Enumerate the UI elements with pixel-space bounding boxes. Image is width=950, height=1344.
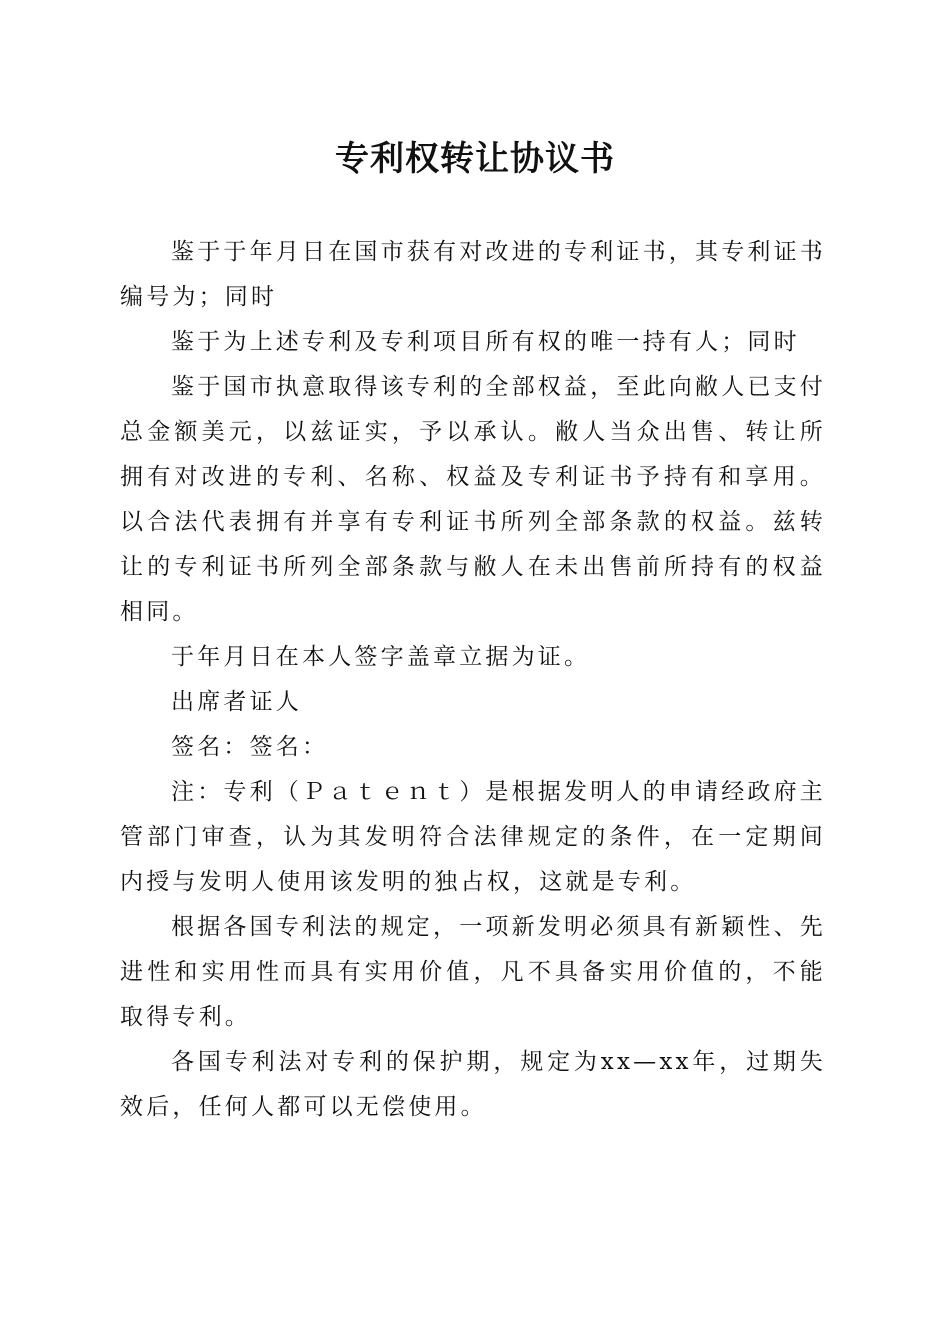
paragraph-note-protection-term: 各国专利法对专利的保护期，规定为xx—xx年，过期失效后，任何人都可以无偿使用。 xyxy=(120,1049,826,1120)
paragraph-note-patent-definition: 注：专利（Ｐａｔｅｎｔ）是根据发明人的申请经政府主管部门审查，认为其发明符合法律规定的条件，在一定期间内授与发明人使用该发明的独占权，这就是专利。 xyxy=(120,779,826,895)
paragraph-recital-patent-grant: 鉴于于年月日在国市获有对改进的专利证书，其专利证书编号为；同时 xyxy=(120,239,826,310)
document-body xyxy=(120,230,826,1130)
paragraph-transfer-terms: 鉴于国市执意取得该专利的全部权益，至此向敝人已支付总金额美元，以兹证实，予以承认。敝人当众出售、转让所拥有对改进的专利、名称、权益及专利证书予持有和享用。以合法代表拥有并享有专利证书所列全部条款的权益。兹转让的专利证书所列全部条款与敝人在未出售前所持有的权益相同。 xyxy=(120,374,826,625)
paragraph-signing-date: 于年月日在本人签字盖章立据为证。 xyxy=(171,644,591,670)
paragraph-note-requirements: 根据各国专利法的规定，一项新发明必须具有新颖性、先进性和实用性而具有实用价值，凡不具备实用价值的，不能取得专利。 xyxy=(120,914,826,1030)
document-title: 专利权转让协议书 xyxy=(335,139,615,179)
paragraph-recital-sole-owner: 鉴于为上述专利及专利项目所有权的唯一持有人；同时 xyxy=(171,329,800,355)
paragraph-signatures: 签名：签名： xyxy=(171,734,329,760)
paragraph-witness: 出席者证人 xyxy=(171,689,302,715)
